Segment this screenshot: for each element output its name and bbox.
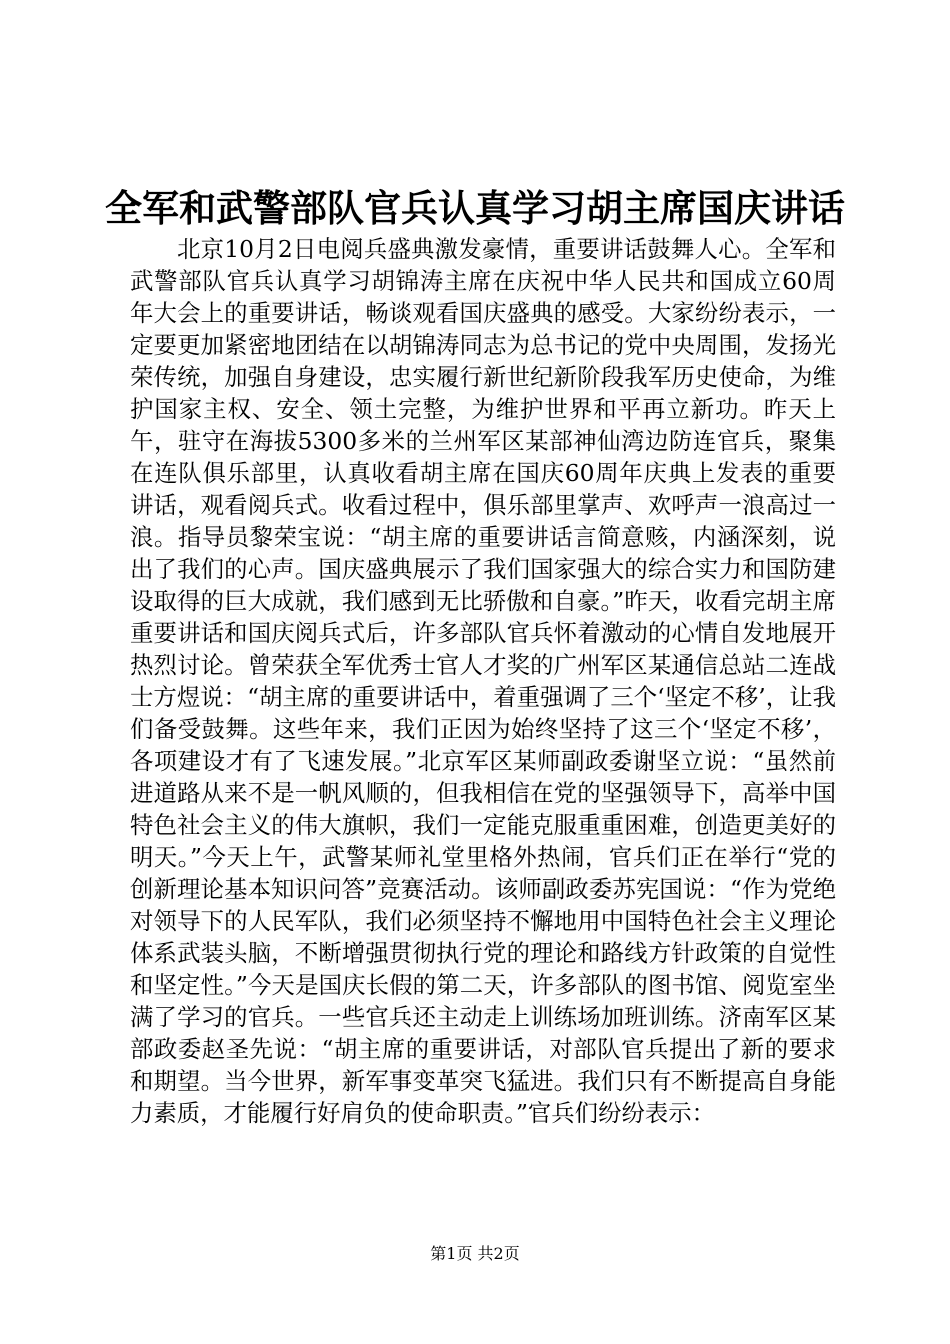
document-title: 全军和武警部队官兵认真学习胡主席国庆讲话 — [105, 187, 845, 230]
body-paragraph: 北京10月2日电阅兵盛典激发豪情，重要讲话鼓舞人心。全军和武警部队官兵认真学习胡锦涛主席在庆祝中华人民共和国成立60周年大会上的重要讲话，畅谈观看国庆盛典的感受。大家纷纷表示，一定要更加紧密地团结在以胡锦涛同志为总书记的党中央周围，发扬光荣传统，加强自身建设，忠实履行新世纪新阶段我军历史使命，为维护国家主权、安全、领土完整，为维护世界和平再立新功。昨天上午，驻守在海拔5300多米的兰州军区某部神仙湾边防连官兵，聚集在连队俱乐部里，认真收看胡主席在国庆60周年庆典上发表的重要讲话，观看阅兵式。收看过程中，俱乐部里掌声、欢呼声一浪高过一浪。指导员黎荣宝说：“胡主席的重要讲话言简意赅，内涵深刻，说出了我们的心声。国庆盛典展示了我们国家强大的综合实力和国防建设取得的巨大成就，我们感到无比骄傲和自豪。”昨天，收看完胡主席重要讲话和国庆阅兵式后，许多部队官兵怀着激动的心情自发地展开热烈讨论。曾荣获全军优秀士官人才奖的广州军区某通信总站二连战士方煜说：“胡主席的重要讲话中，着重强调了三个‘坚定不移’，让我们备受鼓舞。这些年来，我们正因为始终坚持了这三个‘坚定不移’，各项建设才有了飞速发展。”北京军区某师副政委谢坚立说：“虽然前进道路从来不是一帆风顺的，但我相信在党的坚强领导下，高举中国特色社会主义的伟大旗帜，我们一定能克服重重困难，创造更美好的明天。”今天上午，武警某师礼堂里格外热闹，官兵们正在举行“党的创新理论基本知识问答”竞赛活动。该师副政委苏宪国说：“作为党绝对领导下的人民军队，我们必须坚持不懈地用中国特色社会主义理论体系武装头脑，不断增强贯彻执行党的理论和路线方针政策的自觉性和坚定性。”今天是国庆长假的第二天，许多部队的图书馆、阅览室坐满了学习的官兵。一些官兵还主动走上训练场加班训练。济南军区某部政委赵圣先说：“胡主席的重要讲话，对部队官兵提出了新的要求和期望。当今世界，新军事变革突飞猛进。我们只有不断提高自身能力素质，才能履行好肩负的使命职责。”官兵们纷纷表示： — [130, 235, 836, 1127]
page-number-footer: 第1页 共2页 — [430, 1244, 520, 1263]
